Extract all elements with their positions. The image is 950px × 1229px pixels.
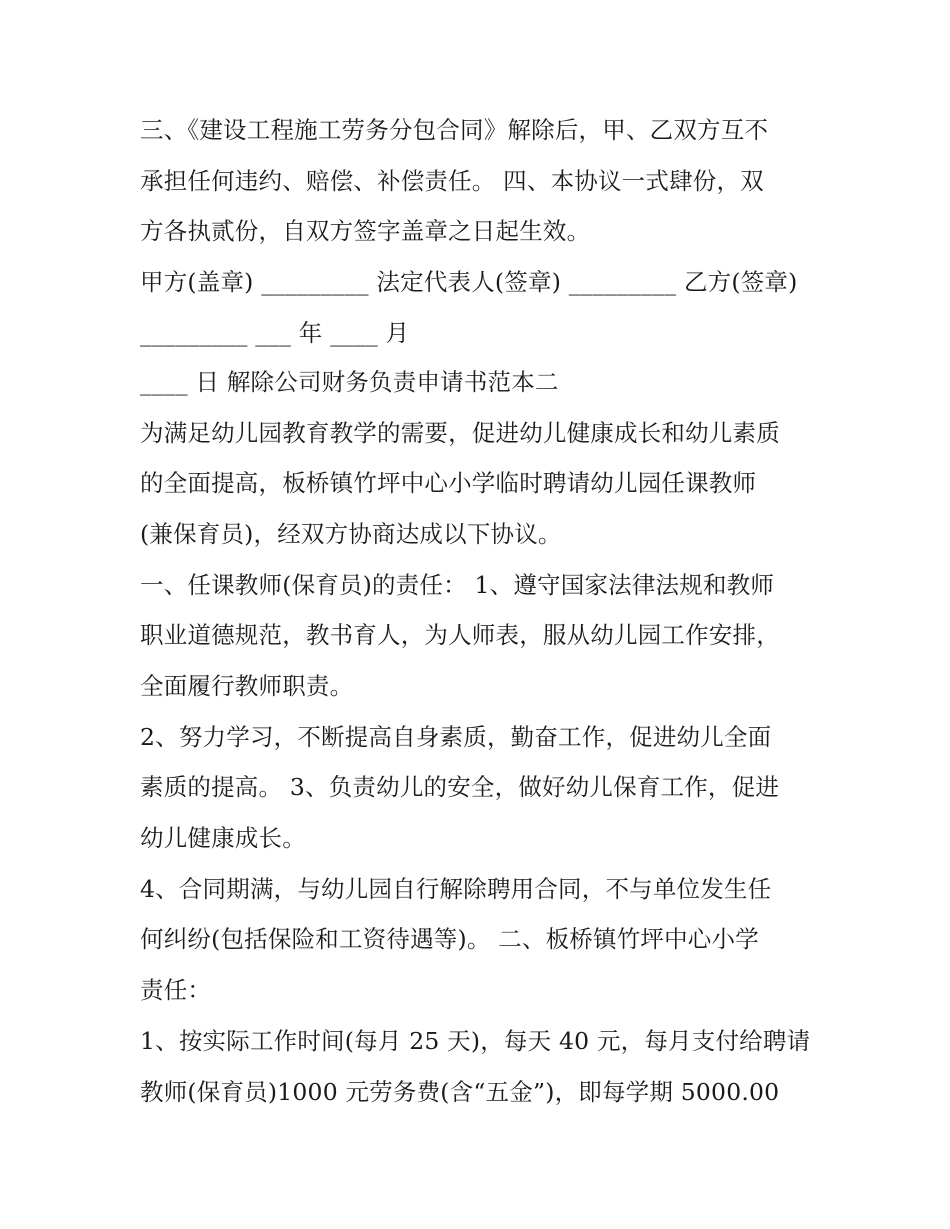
text-line: 三、《建设工程施工劳务分包合同》解除后，甲、乙双方互不	[140, 116, 769, 144]
text-line: (兼保育员)，经双方协商达成以下协议。	[140, 520, 562, 548]
date-line: _________ ___ 年 ____ 月	[140, 319, 410, 347]
text-line: 的全面提高，板桥镇竹坪中心小学临时聘请幼儿园任课教师	[140, 469, 757, 497]
text-line: 全面履行教师职责。	[140, 672, 354, 700]
text-line: 2、努力学习，不断提高自身素质，勤奋工作，促进幼儿全面	[140, 723, 772, 751]
text-line: 素质的提高。 3、负责幼儿的安全，做好幼儿保育工作，促进	[140, 773, 780, 801]
signature-line: 甲方(盖章) _________ 法定代表人(签章) _________ 乙方(签章)	[140, 268, 798, 296]
text-line: 一、任课教师(保育员)的责任： 1、遵守国家法律法规和教师	[140, 571, 775, 599]
text-line: 教师(保育员)1000 元劳务费(含“五金”)，即每学期 5000.00	[140, 1078, 780, 1106]
text-line: 承担任何违约、赔偿、补偿责任。 四、本协议一式肆份，双	[140, 167, 764, 195]
text-line: 幼儿健康成长。	[140, 824, 306, 852]
text-line: 方各执贰份，自双方签字盖章之日起生效。	[140, 217, 591, 245]
text-line: 职业道德规范，教书育人，为人师表，服从幼儿园工作安排，	[140, 621, 780, 649]
text-line: 责任：	[140, 976, 212, 1004]
text-line: 1、按实际工作时间(每月 25 天)，每天 40 元，每月支付给聘请	[140, 1027, 811, 1055]
text-line: 何纠纷(包括保险和工资待遇等)。 二、板桥镇竹坪中心小学	[140, 925, 759, 953]
text-line: 4、合同期满，与幼儿园自行解除聘用合同，不与单位发生任	[140, 875, 772, 903]
section-title: ____ 日 解除公司财务负责申请书范本二	[140, 368, 559, 396]
text-line: 为满足幼儿园教育教学的需要，促进幼儿健康成长和幼儿素质	[140, 419, 780, 447]
